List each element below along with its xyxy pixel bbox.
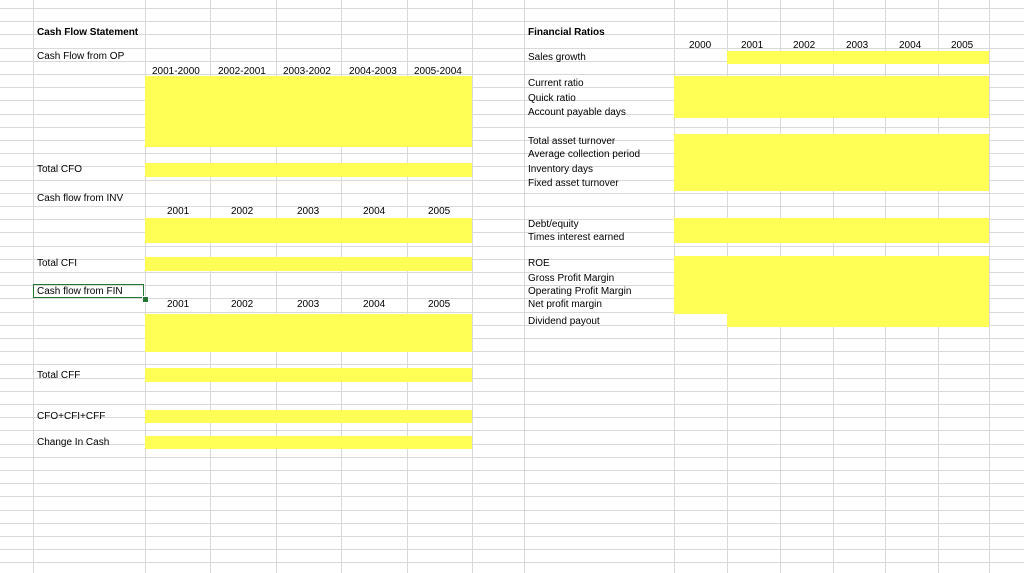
financial-ratios-title: Financial Ratios: [528, 27, 605, 38]
cfo-input-block[interactable]: [145, 76, 472, 147]
cash-flow-inv-label: Cash flow from INV: [37, 193, 124, 204]
op-period-header: 2001-2000: [152, 66, 200, 77]
ratio-label: Debt/equity: [528, 219, 579, 230]
change-in-cash-cells[interactable]: [145, 436, 472, 449]
op-period-header: 2005-2004: [414, 66, 462, 77]
profitability-ratio-cells[interactable]: [674, 256, 989, 314]
ratio-label: Sales growth: [528, 52, 586, 63]
total-cfo-label: Total CFO: [37, 164, 83, 175]
inv-year-header: 2001: [167, 206, 190, 217]
op-period-header: 2002-2001: [218, 66, 266, 77]
total-cfi-label: Total CFI: [37, 258, 78, 269]
cfi-input-block[interactable]: [145, 218, 472, 243]
fin-year-header: 2001: [167, 299, 190, 310]
cash-flow-fin-label: Cash flow from FIN: [37, 286, 123, 297]
leverage-ratio-cells[interactable]: [674, 218, 989, 243]
op-period-header: 2004-2003: [349, 66, 397, 77]
total-cfi-cells[interactable]: [145, 257, 472, 271]
fin-year-header: 2005: [428, 299, 451, 310]
ratio-label: Current ratio: [528, 78, 584, 89]
ratio-year-header: 2002: [793, 40, 816, 51]
op-period-header: 2003-2002: [283, 66, 331, 77]
liquidity-ratio-cells[interactable]: [674, 76, 989, 118]
cash-flow-op-label: Cash Flow from OP: [37, 51, 125, 62]
ratio-label: ROE: [528, 258, 550, 269]
ratio-year-header: 2000: [689, 40, 712, 51]
inv-year-header: 2004: [363, 206, 386, 217]
ratio-label: Operating Profit Margin: [528, 286, 632, 297]
activity-ratio-cells[interactable]: [674, 134, 989, 191]
ratio-label: Dividend payout: [528, 316, 600, 327]
fin-year-header: 2003: [297, 299, 320, 310]
sales-growth-cells[interactable]: [727, 51, 989, 64]
ratio-label: Fixed asset turnover: [528, 178, 619, 189]
sum-cells[interactable]: [145, 410, 472, 423]
ratio-label: Inventory days: [528, 164, 594, 175]
inv-year-header: 2002: [231, 206, 254, 217]
ratio-year-header: 2004: [899, 40, 922, 51]
total-cff-cells[interactable]: [145, 368, 472, 382]
ratio-label: Times interest earned: [528, 232, 625, 243]
change-in-cash-label: Change In Cash: [37, 437, 110, 448]
fin-year-header: 2004: [363, 299, 386, 310]
cff-input-block[interactable]: [145, 314, 472, 352]
ratio-label: Net profit margin: [528, 299, 602, 310]
ratio-label: Total asset turnover: [528, 136, 616, 147]
total-cff-label: Total CFF: [37, 370, 81, 381]
inv-year-header: 2003: [297, 206, 320, 217]
dividend-payout-cells[interactable]: [727, 314, 989, 327]
fin-year-header: 2002: [231, 299, 254, 310]
total-cfo-cells[interactable]: [145, 163, 472, 177]
ratio-label: Account payable days: [528, 107, 626, 118]
ratio-label: Quick ratio: [528, 93, 576, 104]
sum-label: CFO+CFI+CFF: [37, 411, 106, 422]
ratio-label: Average collection period: [528, 149, 641, 160]
inv-year-header: 2005: [428, 206, 451, 217]
ratio-year-header: 2003: [846, 40, 869, 51]
cash-flow-title: Cash Flow Statement: [37, 27, 139, 38]
ratio-label: Gross Profit Margin: [528, 273, 615, 284]
ratio-year-header: 2001: [741, 40, 764, 51]
fill-handle[interactable]: [142, 296, 149, 303]
ratio-year-header: 2005: [951, 40, 974, 51]
